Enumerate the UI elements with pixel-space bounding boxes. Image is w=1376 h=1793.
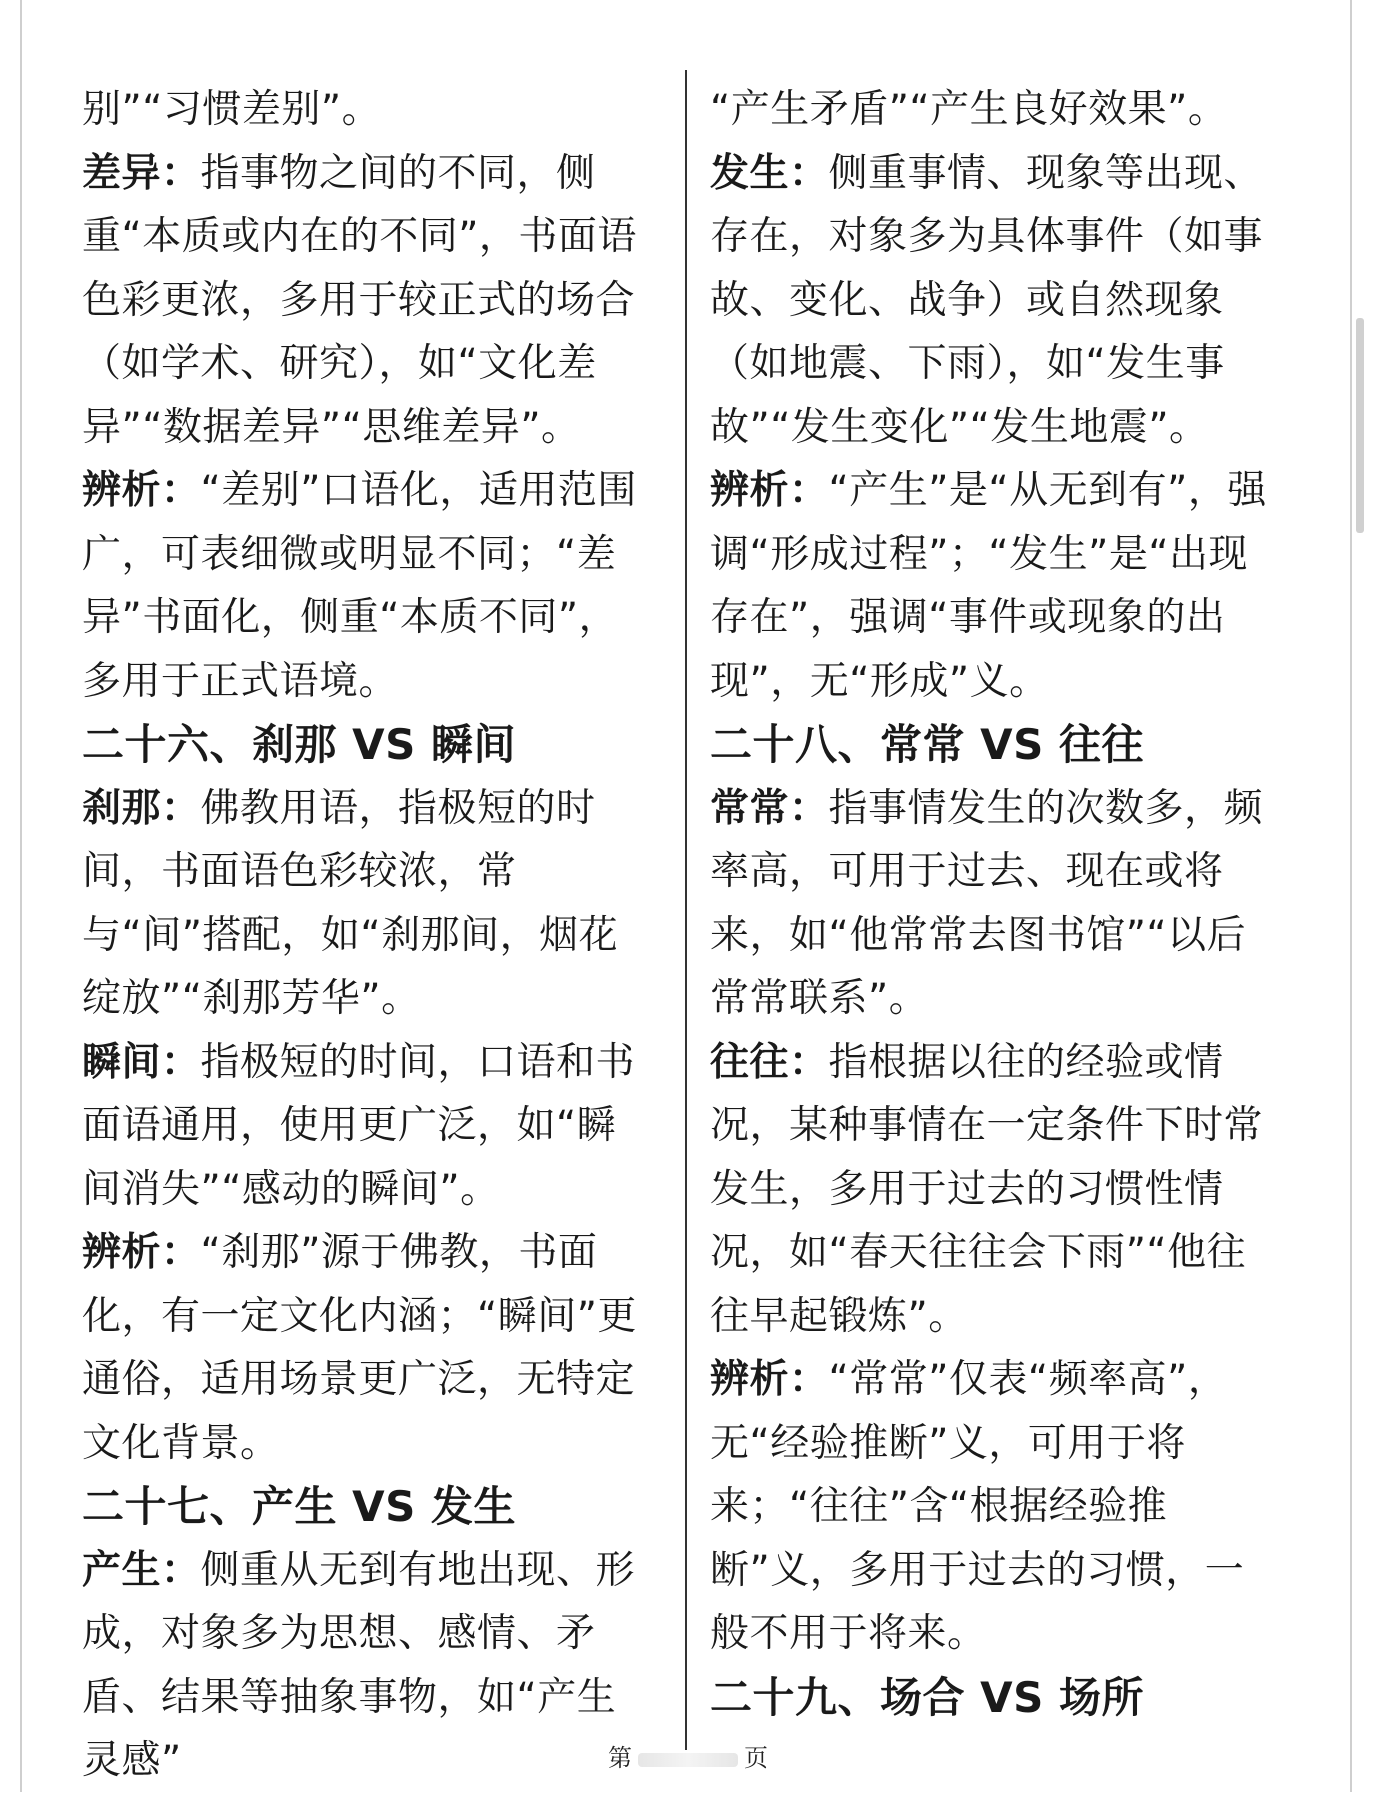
term-label: 辨析： [82, 468, 201, 513]
term-label: 常常： [710, 785, 829, 831]
paragraph-text: 指根据以往的经验或情况，某种事情在一定条件下时常发生，多用于过去的习惯性情况，如“春天往往会下雨”“他往往早起锻炼”。 [710, 1039, 1264, 1339]
paragraph-text: 侧重从无到有地出现、形成，对象多为思想、感情、矛盾、结果等抽象事物，如“产生灵感” [82, 1547, 636, 1783]
paragraph-text: 侧重事情、现象等出现、存在，对象多为具体事件（如事故、变化、战争）或自然现象（如地震、下雨），如“发生事故”“发生变化”“发生地震”。 [710, 150, 1264, 450]
paragraph-text: “刹那”源于佛教，书面化，有一定文化内涵；“瞬间”更通俗，适用场景更广泛，无特定文化背景。 [82, 1230, 637, 1466]
paragraph [82, 1221, 642, 1475]
column-divider [685, 70, 687, 1750]
paragraph [82, 777, 642, 1031]
paragraph-text: 别”“习惯差别”。 [82, 87, 382, 132]
term-label: 发生： [710, 150, 829, 196]
term-label: 辨析： [82, 1230, 201, 1275]
section-heading: 二十六、刹那 VS 瞬间 [82, 720, 516, 769]
paragraph-text: “产生”是“从无到有”，强调“形成过程”；“发生”是“出现存在”，强调“事件或现象的出现”，无“形成”义。 [710, 468, 1267, 704]
section-heading: 二十八、常常 VS 往往 [710, 720, 1144, 769]
page-label-prefix: 第 [608, 1744, 632, 1772]
term-label: 往往： [710, 1039, 829, 1085]
paragraph-text: “产生矛盾”“产生良好效果”。 [710, 87, 1228, 132]
paragraph-text: “差别”口语化，适用范围广，可表细微或明显不同；“差异”书面化，侧重“本质不同”，多用于正式语境。 [82, 468, 637, 704]
paragraph-text: “常常”仅表“频率高”，无“经验推断”义，可用于将来；“往往”含“根据经验推断”义，多用于过去的习惯，一般不用于将来。 [710, 1357, 1245, 1656]
paragraph-text: 指事物之间的不同，侧重“本质或内在的不同”，书面语色彩更浓，多用于较正式的场合（如学术、研究），如“文化差异”“数据差异”“思维差异”。 [82, 150, 637, 450]
left-column [82, 78, 642, 1793]
paragraph-text: 佛教用语，指极短的时间，书面语色彩较浓，常与“间”搭配，如“刹那间，烟花绽放”“刹那芳华”。 [82, 785, 619, 1021]
paragraph [710, 1348, 1270, 1666]
paragraph [710, 78, 1270, 142]
paragraph [710, 459, 1270, 713]
paragraph [82, 78, 642, 142]
paragraph [710, 1031, 1270, 1349]
term-label: 瞬间： [82, 1039, 201, 1085]
term-label: 差异： [82, 150, 201, 196]
section-heading: 二十九、场合 VS 场所 [710, 1672, 1144, 1722]
term-label: 刹那： [82, 785, 201, 831]
paragraph [710, 777, 1270, 1031]
right-column [710, 78, 1270, 1729]
paragraph-text: 指极短的时间，口语和书面语通用，使用更广泛，如“瞬间消失”“感动的瞬间”。 [82, 1039, 636, 1212]
paragraph [82, 459, 642, 713]
paragraph [82, 1031, 642, 1222]
paragraph-text: 指事情发生的次数多，频率高，可用于过去、现在或将来，如“他常常去图书馆”“以后常常联系”。 [710, 785, 1264, 1021]
scrollbar-thumb[interactable] [1356, 318, 1364, 533]
paragraph [710, 142, 1270, 460]
page-footer [0, 1736, 1376, 1780]
term-label: 辨析： [710, 1357, 829, 1402]
paragraph [82, 142, 642, 460]
redacted-page-number [638, 1753, 738, 1767]
section-heading: 二十七、产生 VS 发生 [82, 1482, 516, 1531]
term-label: 产生： [82, 1547, 201, 1593]
page-label-suffix: 页 [744, 1744, 768, 1772]
term-label: 辨析： [710, 468, 829, 513]
